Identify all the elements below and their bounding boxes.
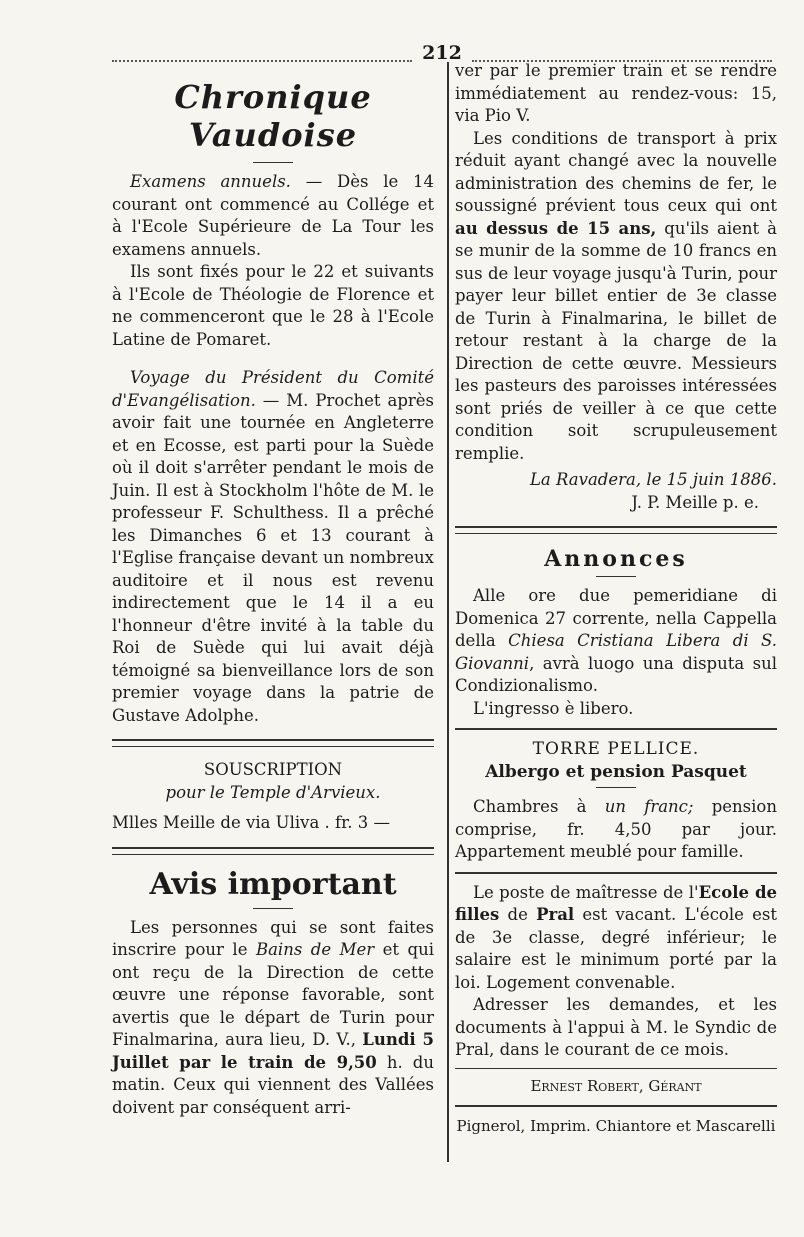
avis-bains: Bains de Mer bbox=[255, 940, 375, 959]
avis-title: Avis important bbox=[149, 866, 397, 902]
annonces-small-rule bbox=[596, 576, 636, 577]
right-column bbox=[455, 60, 777, 1138]
disputa-text-b: , avrà luogo una disputa sul Condizionalismo. bbox=[455, 653, 777, 695]
souscription-subtitle: pour le Temple d'Arvieux. bbox=[165, 782, 381, 802]
poste-paragraph bbox=[455, 882, 777, 995]
poste-text-a: Le poste de maîtresse de l' bbox=[473, 882, 699, 902]
page-number: 212 bbox=[422, 42, 462, 64]
chambres-paragraph bbox=[455, 796, 777, 864]
examens-paragraph bbox=[112, 171, 434, 261]
disputa-paragraph bbox=[455, 585, 777, 698]
double-rule-2 bbox=[112, 847, 434, 855]
poste-pral: Pral bbox=[536, 905, 575, 924]
double-rule bbox=[112, 739, 434, 747]
conditions-text-a: Les conditions de transport à prix réduit ayant changé avec la nouvelle administration des chemins de fer, le soussigné prévient tous ceux qui ont bbox=[455, 128, 777, 215]
rule-poste bbox=[455, 872, 777, 874]
albergo-rule bbox=[596, 787, 636, 788]
signature: J. P. Meille p. e. bbox=[631, 492, 759, 512]
examens-heading: Examens annuels. bbox=[130, 172, 291, 191]
poste-text-b: de bbox=[499, 905, 537, 924]
voyage-text: — M. Prochet après avoir fait une tournée en Angleterre et en Ecosse, est parti pour la Suède où il doit s'arrêter pendant le mois de Juin. Il est à Stockholm l'hôte de M. le professeur F. Schulthess. Il a prêché les Dimanches 6 et 13 courant à l'Eglise française devant un nombreux auditoire et il nous est revenu indirectement que le 14 il a eu l'honneur d'être invité à la table du Roi de Suède qui lui avait déjà témoigné sa bienveillance lors de son premier voyage dans la patrie de Gustave Adolphe. bbox=[112, 390, 434, 725]
section-title: Chronique Vaudoise bbox=[174, 78, 372, 154]
avis-continuation: ver par le premier train et se rendre immédiatement au rendez-vous: 15, via Pio V. bbox=[455, 61, 777, 125]
conditions-text-b: qu'ils aient à se munir de la somme de 10 francs en sus de leur voyage jusqu'à Turin, pour payer leur billet entier de 3e classe de Turin à Finalmarina, le billet de retour restant à la charge de la Direction de cette œuvre. Messieurs les pasteurs des paroisses intéressées sont priés de veiller à ce que cette condition soit scrupuleusement remplie. bbox=[455, 218, 777, 463]
disputa-chiesa: Chiesa Cristiana Libera di S. Giovanni bbox=[455, 631, 777, 673]
avis-text-a: Les personnes qui se sont faites inscrire pour le bbox=[112, 917, 434, 959]
poste-text-c: est vacant. L'école est de 3e classe, degré inférieur; le salaire est le minimum porté par la loi. Logement convenable. bbox=[455, 905, 777, 992]
title-rule bbox=[253, 162, 293, 163]
avis-text-b: et qui ont reçu de la Direction de cette œuvre une réponse favorable, sont avertis que le départ de Turin pour Finalmarina, aura lieu, D. V., bbox=[112, 940, 434, 1049]
left-column bbox=[112, 60, 434, 1119]
voyage-heading: Voyage du Président du Comité d'Evangélisation. bbox=[112, 368, 434, 410]
avis-paragraph bbox=[112, 917, 434, 1120]
adresser-paragraph: Adresser les demandes, et les documents à l'appui à M. le Syndic de Pral, dans le courant de ce mois. bbox=[455, 995, 777, 1059]
avis-rule bbox=[253, 908, 293, 909]
avis-date: Lundi 5 Juillet par le train de 9,50 bbox=[112, 1030, 434, 1072]
avis-text-c: h. du matin. Ceux qui viennent des Vallées doivent par conséquent arri- bbox=[112, 1052, 434, 1117]
column-separator bbox=[447, 62, 449, 1162]
rule-imprim bbox=[455, 1105, 777, 1107]
rule-gerant bbox=[455, 1068, 777, 1069]
disputa-text-a: Alle ore due pemeridiane di Domenica 27 corrente, nella Cappella della bbox=[455, 586, 777, 650]
souscription-title: SOUSCRIPTION bbox=[203, 760, 343, 779]
chambres-text-b: pension comprise, fr. 4,50 par jour. Appartement meublé pour famille. bbox=[455, 797, 777, 861]
gerant-line: Ernest Robert, Gérant bbox=[530, 1076, 702, 1095]
albergo-title: Albergo et pension Pasquet bbox=[485, 761, 747, 782]
chambres-text-a: Chambres à bbox=[473, 797, 605, 816]
souscription-line: Mlles Meille de via Uliva . fr. 3 — bbox=[112, 813, 390, 832]
rule-torre bbox=[455, 728, 777, 730]
conditions-paragraph bbox=[455, 128, 777, 466]
poste-ecole: Ecole de filles bbox=[455, 882, 777, 924]
conditions-age: au dessus de 15 ans, bbox=[455, 218, 657, 238]
examens-dates-paragraph: Ils sont fixés pour le 22 et suivants à l'Ecole de Théologie de Florence et ne commenceront que le 28 à l'Ecole Latine de Pomaret. bbox=[112, 262, 434, 349]
date-line: La Ravadera, le 15 juin 1886. bbox=[529, 470, 777, 489]
ingresso-line: L'ingresso è libero. bbox=[473, 698, 634, 718]
examens-text: — Dès le 14 courant ont commencé au Collége et à l'Ecole Supérieure de La Tour les examens annuels. bbox=[112, 172, 434, 259]
annonces-rule bbox=[455, 526, 777, 534]
imprimeur-line: Pignerol, Imprim. Chiantore et Mascarelli bbox=[456, 1117, 776, 1135]
chambres-prix: un franc; bbox=[604, 797, 694, 816]
voyage-paragraph bbox=[112, 367, 434, 727]
annonces-title: Annonces bbox=[544, 546, 688, 572]
torre-pellice: TORRE PELLICE. bbox=[532, 739, 700, 759]
